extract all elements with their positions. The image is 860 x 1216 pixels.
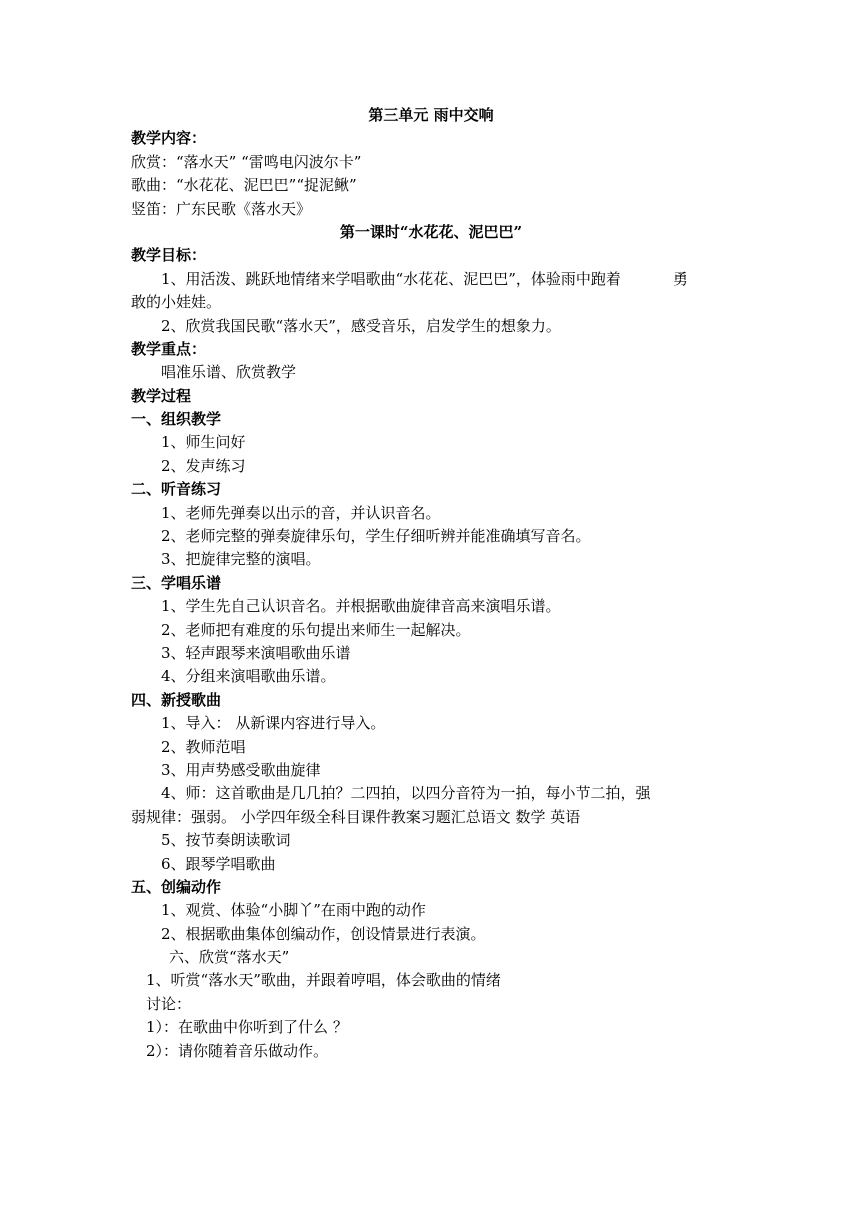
discussion-label: 讨论： (146, 994, 192, 1013)
discussion-question-1: 1）：在歌曲中你听到了什么 ？ (146, 1018, 348, 1037)
goal-1-text: 1、用活泼、跳跃地情绪来学唱歌曲“水花花、泥巴巴”，体验雨中跑着 (161, 269, 621, 288)
goal-1-line-1 (131, 268, 731, 291)
section-5-heading: 五、创编动作 (131, 877, 222, 896)
section-4-item-4-line-1: 4、师：这首歌曲是几几拍？二四拍，以四分音符为一拍，每小节二拍，强 (161, 784, 651, 803)
section-4-item: 1、导入： 从新课内容进行导入。 (161, 714, 386, 733)
section-2-item: 2、老师完整的弹奏旋律乐句，学生仔细听辨并能准确填写音名。 (161, 527, 591, 546)
section-5-item: 1、观赏、体验“小脚丫”在雨中跑的动作 (161, 901, 426, 920)
section-3-item: 4、分组来演唱歌曲乐谱。 (161, 667, 336, 686)
lesson-title: 第一课时“水花花、泥巴巴” (339, 222, 523, 241)
content-line-appreciation: 欣赏：“落水天” “雷鸣电闪波尔卡” (131, 152, 362, 171)
goal-2: 2、欣赏我国民歌“落水天”，感受音乐，启发学生的想象力。 (161, 316, 561, 335)
content-line-songs: 歌曲：“水花花、泥巴巴”“捉泥鳅” (131, 176, 357, 195)
section-2-item: 1、老师先弹奏以出示的音，并认识音名。 (161, 503, 441, 522)
section-4-item: 6、跟琴学唱歌曲 (161, 854, 276, 873)
section-2-heading: 二、听音练习 (131, 480, 222, 499)
section-2-item: 3、把旋律完整的演唱。 (161, 550, 321, 569)
section-3-item: 1、学生先自己认识音名。并根据歌曲旋律音高来演唱乐谱。 (161, 597, 561, 616)
goals-heading: 教学目标： (131, 246, 207, 265)
section-6-item: 1、听赏“落水天”歌曲，并跟着哼唱，体会歌曲的情绪 (146, 971, 501, 990)
unit-title: 第三单元 雨中交响 (368, 106, 494, 124)
section-5-item: 2、根据歌曲集体创编动作，创设情景进行表演。 (161, 924, 486, 943)
section-1-heading: 一、组织教学 (131, 410, 222, 429)
content-line-recorder: 竖笛：广东民歌《落水天》 (131, 199, 312, 218)
focus-heading: 教学重点： (131, 339, 207, 358)
process-heading: 教学过程 (131, 386, 192, 405)
section-3-item: 2、老师把有难度的乐句提出来师生一起解决。 (161, 620, 471, 639)
section-4-item: 2、教师范唱 (161, 737, 246, 756)
document-body (131, 104, 731, 1063)
focus-text: 唱准乐谱、欣赏教学 (161, 363, 297, 382)
section-1-item: 2、发声练习 (161, 456, 246, 475)
section-4-heading: 四、新授歌曲 (131, 690, 222, 709)
section-3-heading: 三、学唱乐谱 (131, 573, 222, 592)
section-4-item: 3、用声势感受歌曲旋律 (161, 760, 321, 779)
section-1-item: 1、师生问好 (161, 433, 246, 452)
goal-1-line-2: 敢的小娃娃。 (131, 293, 222, 312)
section-3-item: 3、轻声跟琴来演唱歌曲乐谱 (161, 643, 351, 662)
section-4-item: 5、按节奏朗读歌词 (161, 831, 291, 850)
discussion-question-2: 2）：请你随着音乐做动作。 (146, 1041, 329, 1060)
content-heading: 教学内容： (131, 129, 207, 148)
section-6-heading: 六、欣赏“落水天” (169, 948, 290, 967)
section-4-item-4-line-2: 弱规律：强弱。 小学四年级全科目课件教案习题汇总语文 数学 英语 (131, 807, 581, 826)
goal-1-continued: 勇 (672, 269, 688, 288)
